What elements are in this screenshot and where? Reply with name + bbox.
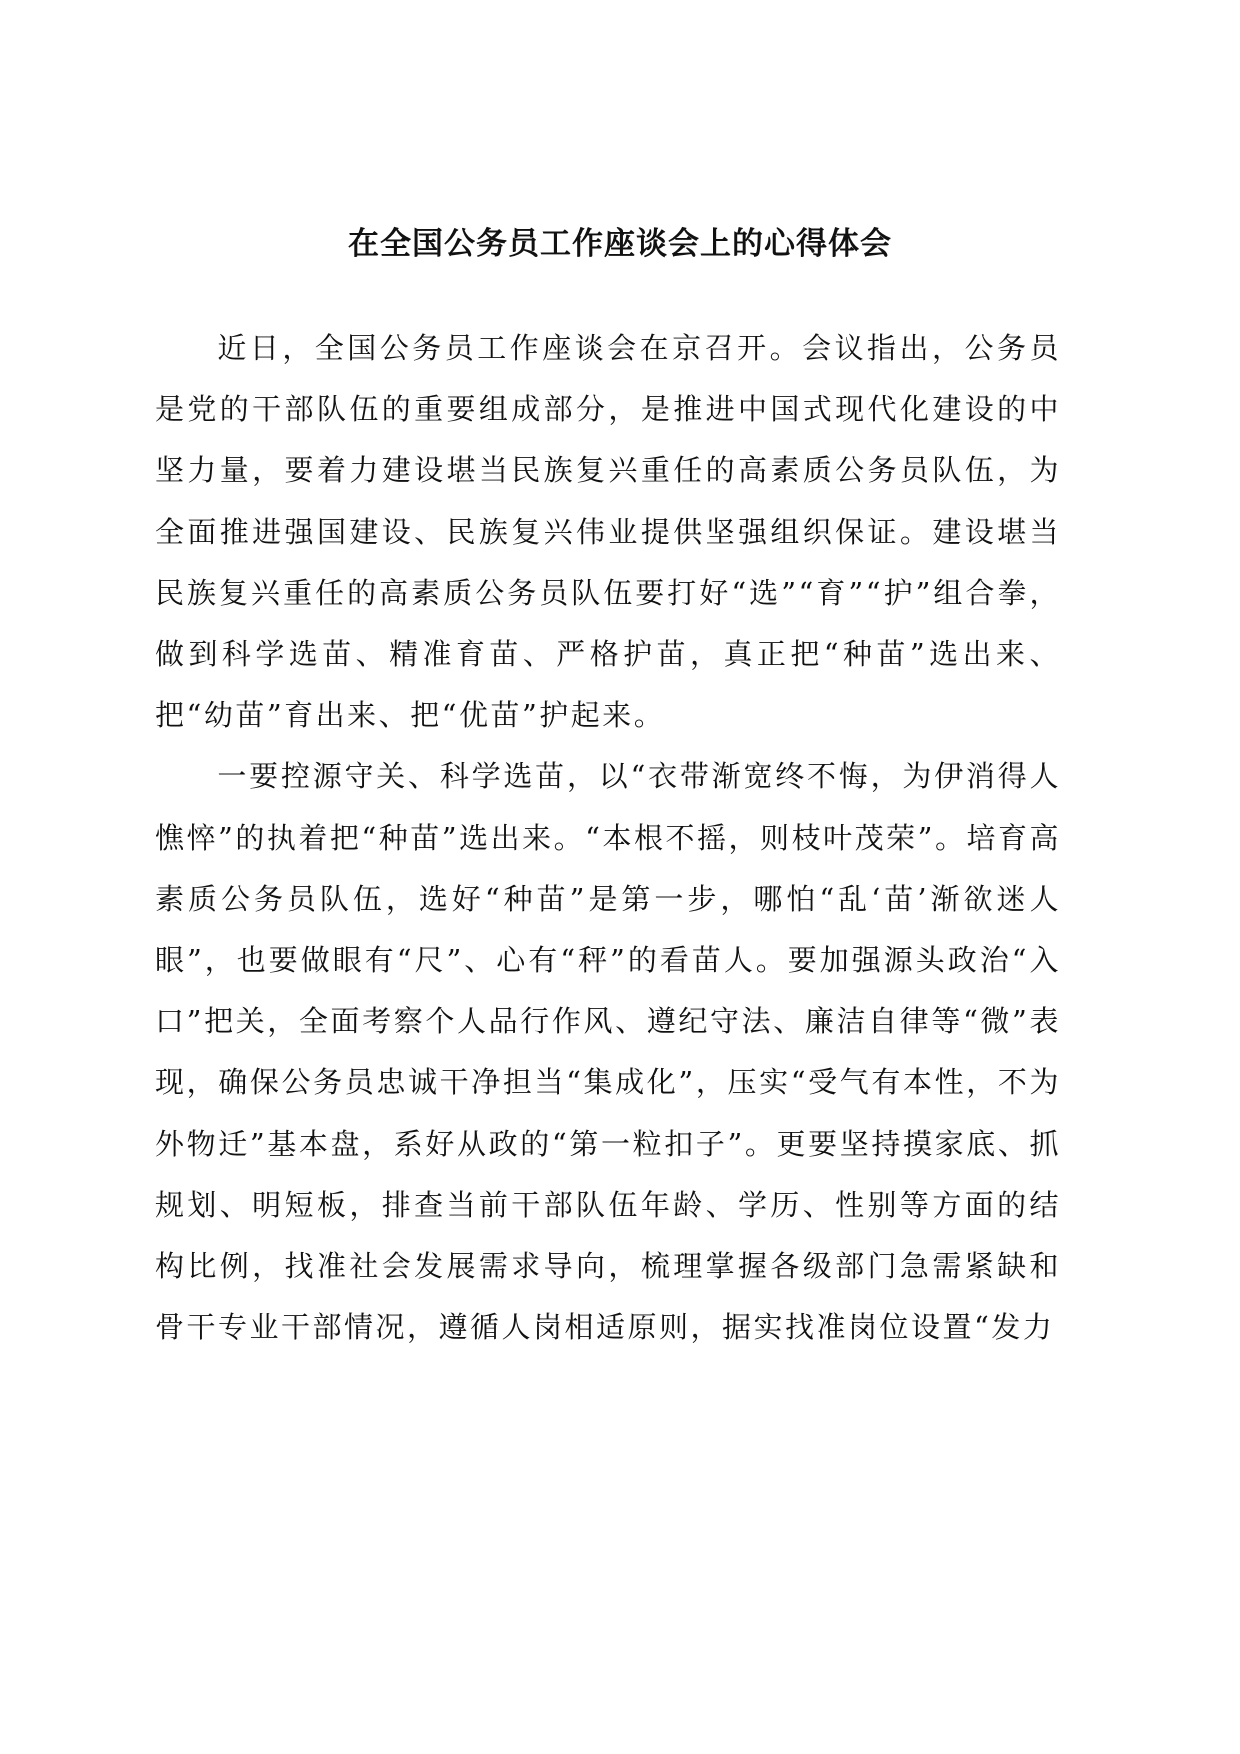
document-body (155, 318, 1061, 1358)
paragraph-intro: 近日，全国公务员工作座谈会在京召开。会议指出，公务员是党的干部队伍的重要组成部分，是推进中国式现代化建设的中坚力量，要着力建设堪当民族复兴重任的高素质公务员队伍，为全面推进强国建设、民族复兴伟业提供坚强组织保证。建设堪当民族复兴重任的高素质公务员队伍要打好“选”“育”“护”组合拳，做到科学选苗、精准育苗、严格护苗，真正把“种苗”选出来、把“幼苗”育出来、把“优苗”护起来。 (155, 331, 1061, 733)
paragraph-selection: 一要控源守关、科学选苗，以“衣带渐宽终不悔，为伊消得人憔悴”的执着把“种苗”选出来。“本根不摇，则枝叶茂荣”。培育高素质公务员队伍，选好“种苗”是第一步，哪怕“乱‘苗’渐欲迷人眼”，也要做眼有“尺”、心有“秤”的看苗人。要加强源头政治“入口”把关，全面考察个人品行作风、遵纪守法、廉洁自律等“微”表现，确保公务员忠诚干净担当“集成化”，压实“受气有本性，不为外物迁”基本盘，系好从政的“第一粒扣子”。更要坚持摸家底、抓规划、明短板，排查当前干部队伍年龄、学历、性别等方面的结构比例，找准社会发展需求导向，梳理掌握各级部门急需紧缺和骨干专业干部情况，遵循人岗相适原则，据实找准岗位设置“发力 (155, 759, 1061, 1345)
document-title: 在全国公务员工作座谈会上的心得体会 (348, 226, 892, 262)
